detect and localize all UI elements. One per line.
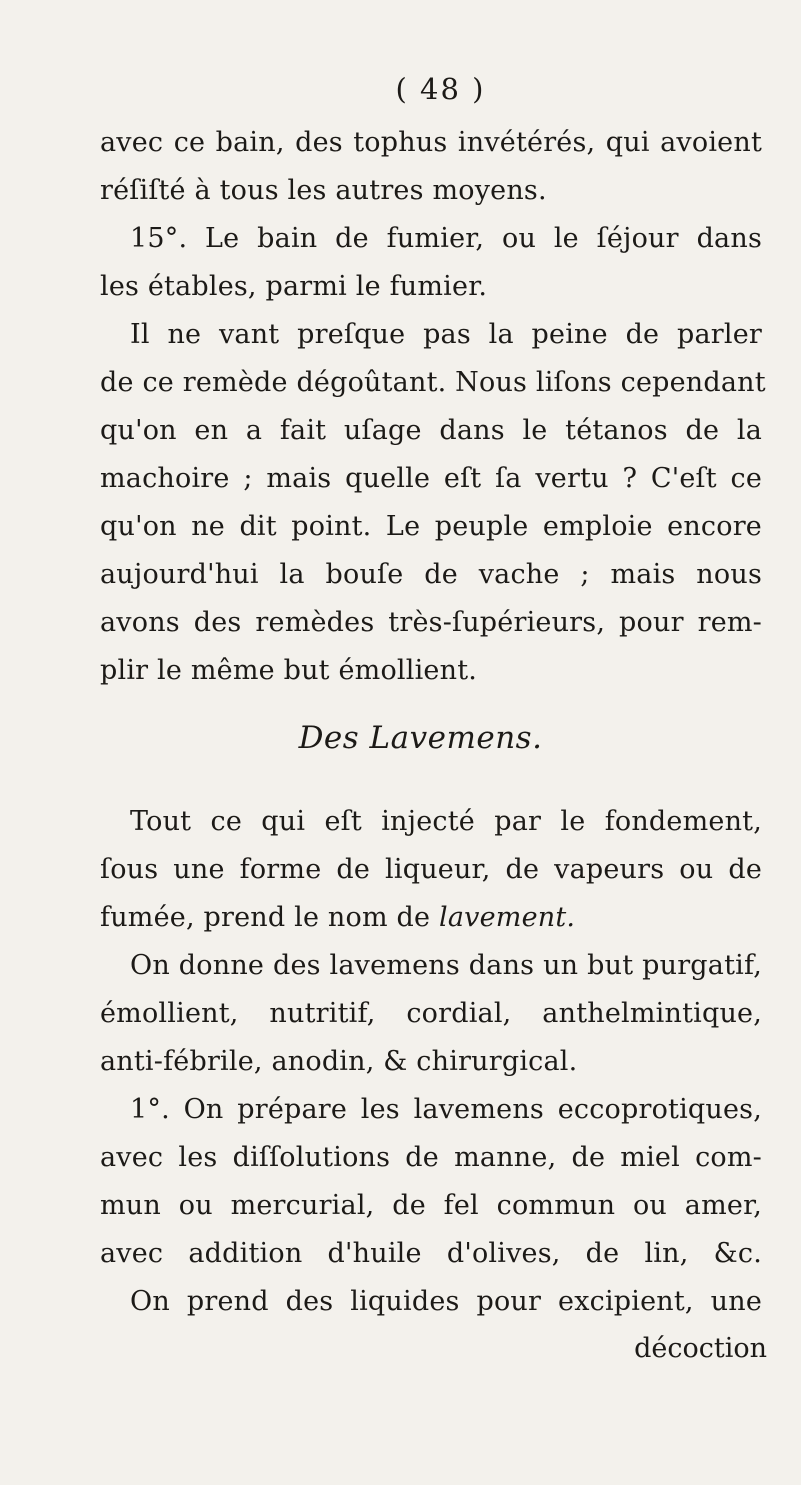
- text-line: Tout ce qui eſt injecté par le fondement,: [130, 806, 762, 837]
- text-line: plir le même but émollient.: [100, 655, 478, 686]
- text-line: réſiſté à tous les autres moyens.: [100, 175, 547, 206]
- text-line: machoire ; mais quelle eſt ſa vertu ? C'eſt ce: [100, 463, 762, 494]
- text-line: 1°. On prépare les lavemens eccoprotiques,: [130, 1094, 762, 1125]
- text-line: avec les diſſolutions de manne, de miel com-: [100, 1142, 762, 1173]
- section-heading: Des Lavemens.: [298, 720, 543, 756]
- text-line: de ce remède dégoûtant. Nous liſons cependant: [100, 367, 766, 398]
- page-number: ( 48 ): [395, 72, 486, 106]
- catchword: décoction: [634, 1333, 767, 1364]
- text-line: Il ne vant preſque pas la peine de parler: [130, 319, 762, 350]
- text-line: ſous une forme de liqueur, de vapeurs ou de: [100, 854, 762, 885]
- text-line: mun ou mercurial, de fel commun ou amer,: [100, 1190, 762, 1221]
- text-line: aujourd'hui la bouſe de vache ; mais nous: [100, 559, 762, 590]
- text-line: On donne des lavemens dans un but purgatif,: [130, 950, 762, 981]
- italic-term: lavement.: [439, 902, 576, 933]
- text-line: qu'on ne dit point. Le peuple emploie encore: [100, 511, 762, 542]
- text-line: qu'on en a fait uſage dans le tétanos de la: [100, 415, 762, 446]
- text-span: fumée, prend le nom de: [100, 902, 431, 933]
- text-line: anti-fébrile, anodin, & chirurgical.: [100, 1046, 578, 1077]
- text-line: émollient, nutritif, cordial, anthelmintique,: [100, 998, 762, 1029]
- text-line: [100, 901, 801, 935]
- text-line: avons des remèdes très-ſupérieurs, pour rem-: [100, 607, 762, 638]
- text-line: On prend des liquides pour excipient, une: [130, 1286, 762, 1317]
- text-line: avec ce bain, des tophus invétérés, qui avoient: [100, 127, 762, 158]
- text-line: avec addition d'huile d'olives, de lin, &c.: [100, 1238, 762, 1269]
- text-line: les étables, parmi le fumier.: [100, 271, 488, 302]
- text-line: 15°. Le bain de fumier, ou le ſéjour dans: [130, 223, 762, 254]
